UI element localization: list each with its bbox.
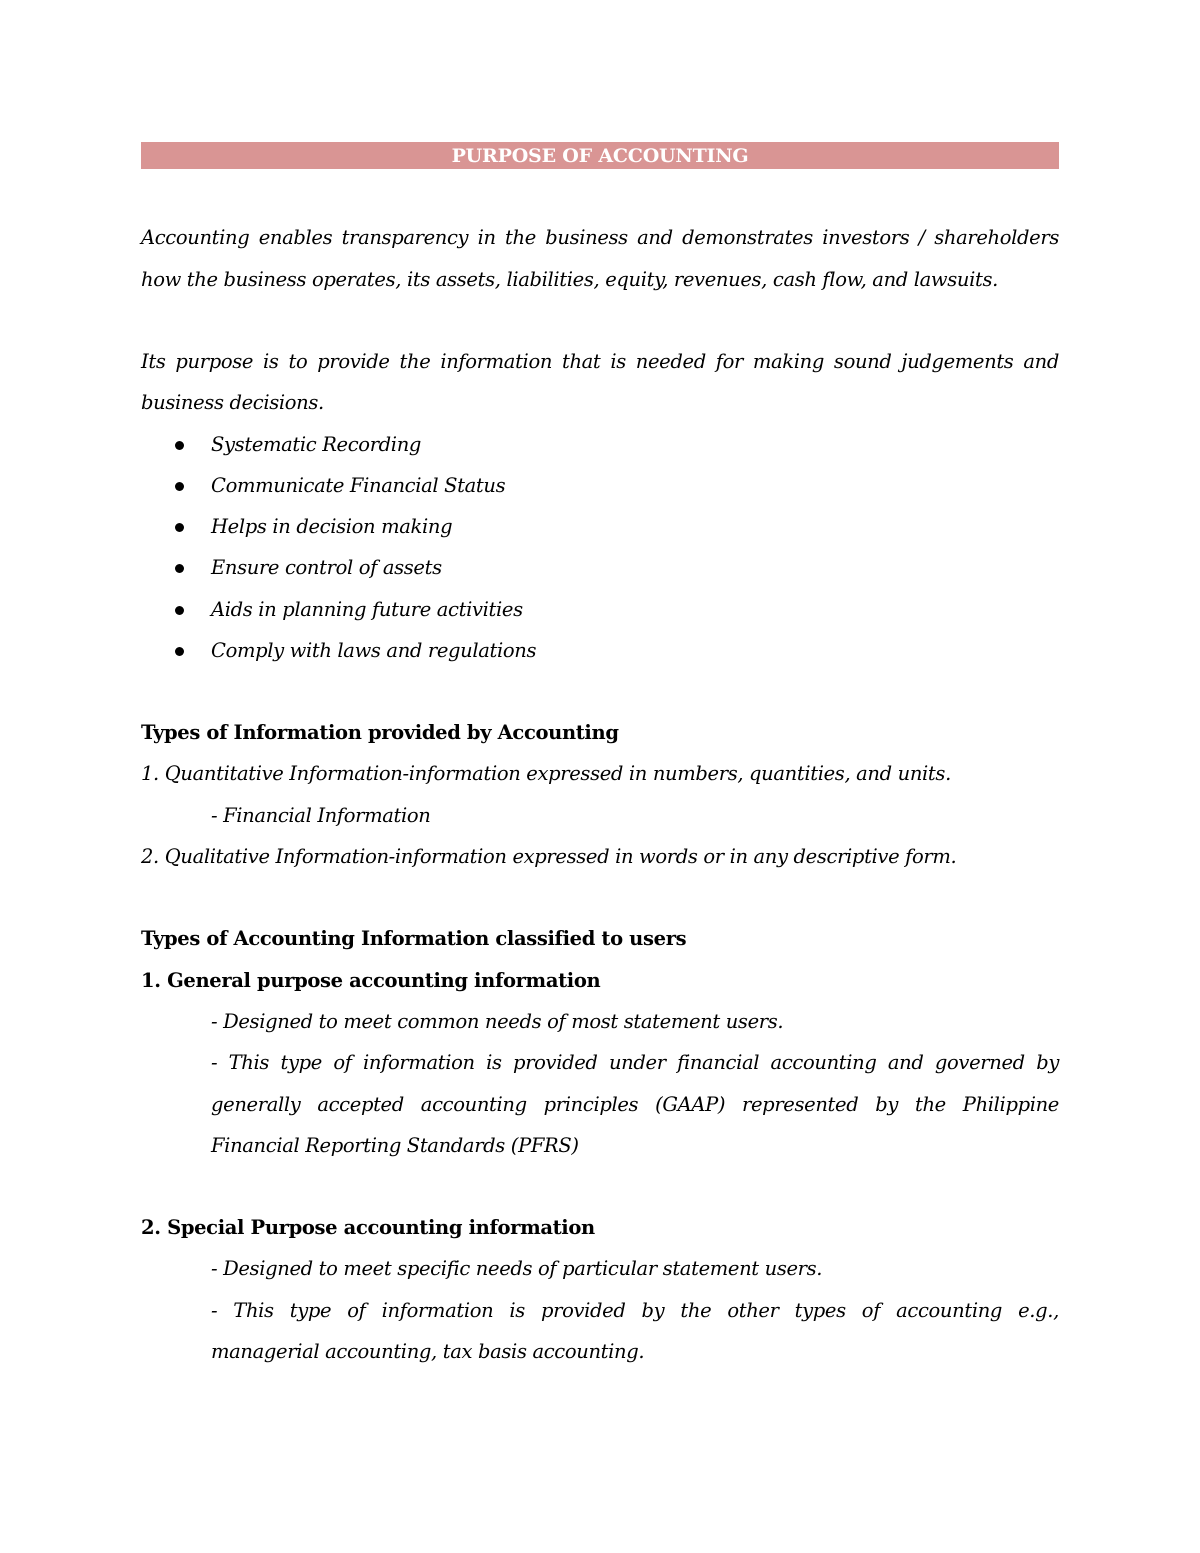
title-bar xyxy=(141,142,1059,169)
general-point2-line3: Financial Reporting Standards (PFRS) xyxy=(211,1134,579,1157)
bullet-icon xyxy=(175,523,184,532)
special-point2-line1: - This type of information is provided by the other types of accounting e.g., xyxy=(211,1299,1059,1322)
bullet-icon xyxy=(175,441,184,450)
intro-para1-line1: Accounting enables transparency in the business and demonstrates investors / shareholders xyxy=(141,226,1059,249)
list-item: Systematic Recording xyxy=(211,433,422,456)
types-info-item2: 2. Qualitative Information-information expressed in words or in any descriptive form. xyxy=(141,845,957,868)
general-point2-line1: - This type of information is provided under financial accounting and governed by xyxy=(211,1051,1059,1074)
general-purpose-heading: 1. General purpose accounting information xyxy=(141,969,601,992)
special-point1: - Designed to meet specific needs of particular statement users. xyxy=(211,1257,823,1280)
list-item: Helps in decision making xyxy=(211,515,453,538)
general-point1: - Designed to meet common needs of most statement users. xyxy=(211,1010,784,1033)
list-item: Ensure control of assets xyxy=(211,556,442,579)
list-item: Communicate Financial Status xyxy=(211,474,506,497)
types-users-heading: Types of Accounting Information classified to users xyxy=(141,927,687,950)
page-title: PURPOSE OF ACCOUNTING xyxy=(451,145,749,167)
intro-para2-line2: business decisions. xyxy=(141,391,324,414)
bullet-icon xyxy=(175,564,184,573)
list-item: Aids in planning future activities xyxy=(211,598,523,621)
bullet-icon xyxy=(175,647,184,656)
general-point2-line2: generally accepted accounting principles (GAAP) represented by the Philippine xyxy=(211,1093,1059,1116)
special-purpose-heading: 2. Special Purpose accounting information xyxy=(141,1216,595,1239)
bullet-icon xyxy=(175,606,184,615)
intro-para1-line2: how the business operates, its assets, liabilities, equity, revenues, cash flow, and lawsuits. xyxy=(141,268,999,291)
special-point2-line2: managerial accounting, tax basis accounting. xyxy=(211,1340,645,1363)
bullet-icon xyxy=(175,482,184,491)
types-info-heading: Types of Information provided by Accounting xyxy=(141,721,619,744)
types-info-item1-sub: - Financial Information xyxy=(211,804,431,827)
list-item: Comply with laws and regulations xyxy=(211,639,537,662)
types-info-item1: 1. Quantitative Information-information expressed in numbers, quantities, and units. xyxy=(141,762,951,785)
intro-para2-line1: Its purpose is to provide the information that is needed for making sound judgements and xyxy=(141,350,1059,373)
